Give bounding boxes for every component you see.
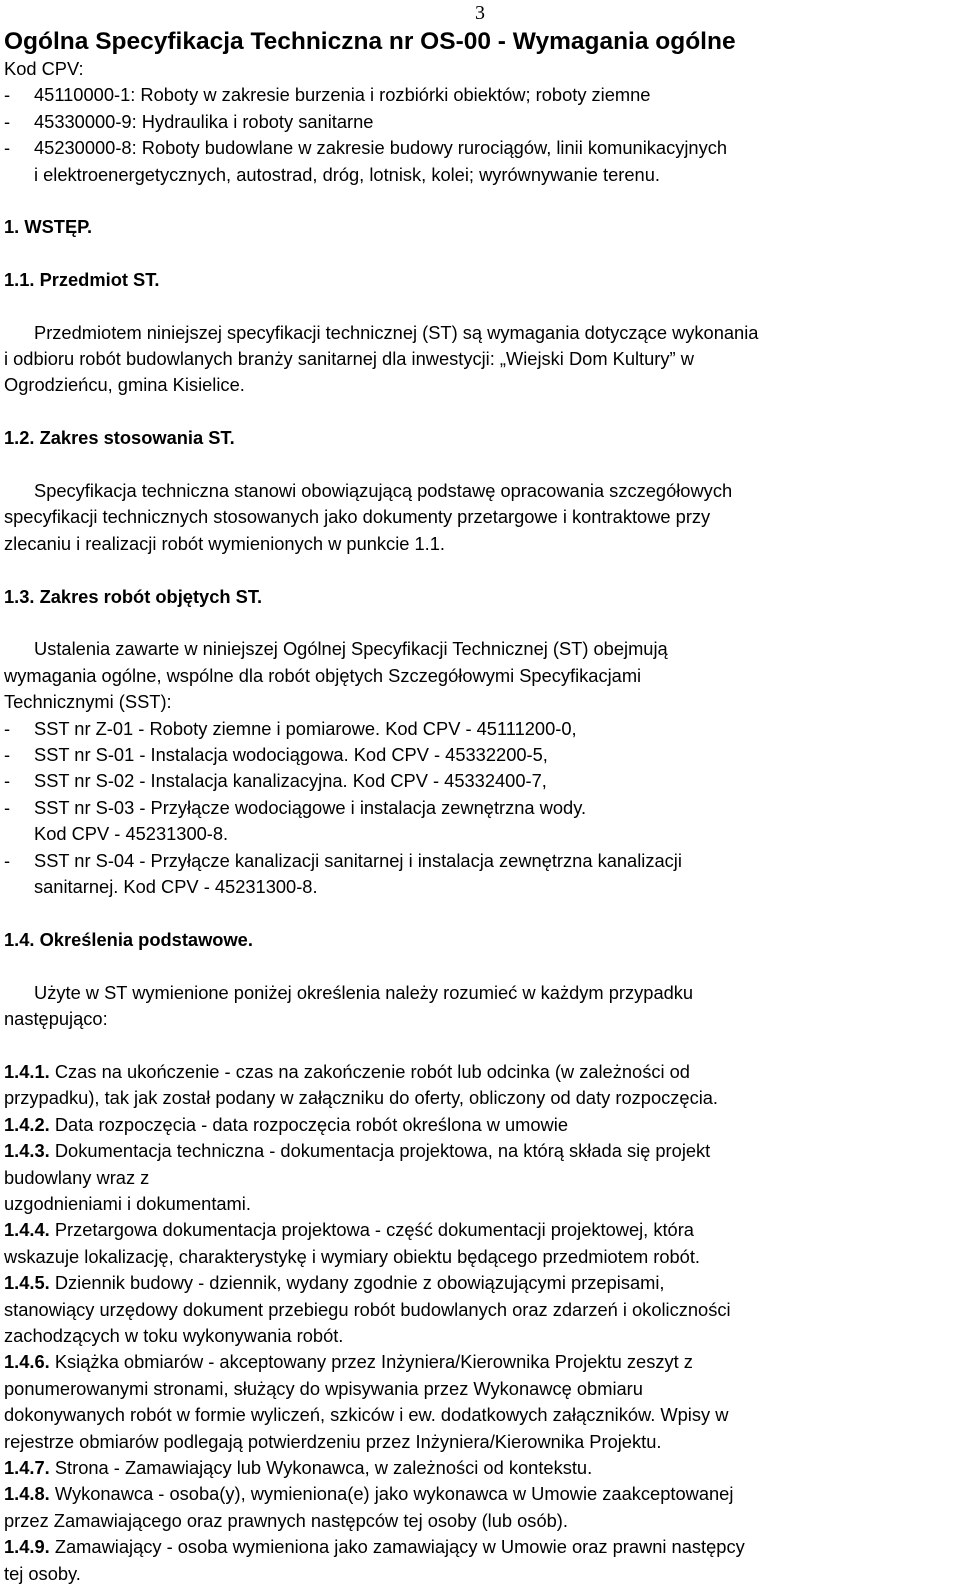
list-dash: - [4,137,11,159]
sst-item-text: SST nr S-04 - Przyłącze kanalizacji sanitarnej i instalacja zewnętrzna kanalizacji [34,849,682,871]
sst-item [4,848,940,874]
sst-item-continuation: sanitarnej. Kod CPV - 45231300-8. [34,876,318,898]
sst-item-text: SST nr S-03 - Przyłącze wodociągowe i instalacja zewnętrzna wody. [34,796,587,818]
paragraph-line: Ogrodzieńcu, gmina Kisielice. [4,374,245,396]
definition-line: rejestrze obmiarów podlegają potwierdzeniu przez Inżyniera/Kierownika Projektu. [4,1430,662,1452]
section-heading-1-4: 1.4. Określenia podstawowe. [4,928,253,950]
definition-line: dokonywanych robót w formie wyliczeń, szkiców i ew. dodatkowych załączników. Wpisy w [4,1404,729,1426]
definition-number: 1.4.2. [4,1113,50,1135]
sst-item [4,716,940,742]
list-dash: - [4,84,11,106]
definition-number: 1.4.7. [4,1456,50,1478]
definition-text: Zamawiający - osoba wymieniona jako zamawiający w Umowie oraz prawni następcy [54,1536,745,1558]
definition-line: uzgodnieniami i dokumentami. [4,1192,251,1214]
cpv-item-text: 45330000-9: Hydraulika i roboty sanitarne [34,110,374,132]
definition-line: tej osoby. [4,1562,81,1584]
paragraph-line: Użyte w ST wymienione poniżej określenia należy rozumieć w każdym przypadku [34,981,694,1003]
sst-item-text: SST nr Z-01 - Roboty ziemne i pomiarowe. Kod CPV - 45111200-0, [34,717,577,739]
document-body [4,26,940,1587]
sst-item [4,795,940,821]
definition-text: Czas na ukończenie - czas na zakończenie robót lub odcinka (w zależności od [54,1060,690,1082]
definition-item [4,1112,940,1138]
definition-number: 1.4.8. [4,1483,50,1505]
list-dash: - [4,770,11,792]
spacer [4,399,940,425]
section-heading-1-1: 1.1. Przedmiot ST. [4,268,160,290]
sst-item-text: SST nr S-01 - Instalacja wodociągowa. Kod CPV - 45332200-5, [34,744,548,766]
paragraph-line: następująco: [4,1008,108,1030]
definition-item [4,1534,940,1560]
cpv-item-text: 45110000-1: Roboty w zakresie burzenia i rozbiórki obiektów; roboty ziemne [34,84,651,106]
list-dash: - [4,717,11,739]
definition-line: zachodzących w toku wykonywania robót. [4,1324,344,1346]
spacer [4,1033,940,1059]
definition-item [4,1455,940,1481]
definition-text: Data rozpoczęcia - data rozpoczęcia robót określona w umowie [54,1113,568,1135]
paragraph-line: Przedmiotem niniejszej specyfikacji technicznej (ST) są wymagania dotyczące wykonania [34,321,759,343]
list-dash: - [4,849,11,871]
definition-line: wskazuje lokalizację, charakterystykę i wymiary obiektu będącego przedmiotem robót. [4,1245,701,1267]
cpv-item [4,109,940,135]
definition-line: przypadku), tak jak został podany w załączniku do oferty, obliczony od daty rozpoczęcia. [4,1087,719,1109]
definition-text: Wykonawca - osoba(y), wymieniona(e) jako wykonawca w Umowie zaakceptowanej [54,1483,734,1505]
definition-number: 1.4.9. [4,1536,50,1558]
spacer [4,610,940,636]
definition-item [4,1349,940,1375]
cpv-item [4,82,940,108]
document-title: Ogólna Specyfikacja Techniczna nr OS-00 - Wymagania ogólne [4,28,736,55]
paragraph-line: zlecaniu i realizacji robót wymienionych w punkcie 1.1. [4,532,445,554]
definition-number: 1.4.3. [4,1140,50,1162]
definition-number: 1.4.1. [4,1060,50,1082]
definition-item [4,1270,940,1296]
section-heading-1-3: 1.3. Zakres robót objętych ST. [4,585,263,607]
cpv-label: Kod CPV: [4,58,84,79]
section-heading-1: 1. WSTĘP. [4,216,93,238]
definition-number: 1.4.4. [4,1219,50,1241]
definition-line: przez Zamawiającego oraz prawnych następców tej osoby (lub osób). [4,1509,568,1531]
list-dash: - [4,796,11,818]
definition-text: Dokumentacja techniczna - dokumentacja projektowa, na którą składa się projekt [54,1140,711,1162]
definitions-list [4,1059,940,1587]
paragraph-line: Technicznymi (SST): [4,691,172,713]
spacer [4,901,940,927]
paragraph-line: Ustalenia zawarte w niniejszej Ogólnej Specyfikacji Technicznej (ST) obejmują [34,638,668,660]
sst-item-text: SST nr S-02 - Instalacja kanalizacyjna. Kod CPV - 45332400-7, [34,770,547,792]
definition-item [4,1138,940,1164]
cpv-item-text: 45230000-8: Roboty budowlane w zakresie budowy rurociągów, linii komunikacyjnych [34,137,728,159]
page-number: 3 [475,2,485,24]
definition-text: Książka obmiarów - akceptowany przez Inżyniera/Kierownika Projektu zeszyt z [54,1351,693,1373]
paragraph-line: i odbioru robót budowlanych branży sanitarnej dla inwestycji: „Wiejski Dom Kultury” w [4,348,694,370]
sst-item [4,742,940,768]
paragraph-line: specyfikacji technicznych stosowanych jako dokumenty przetargowe i kontraktowe przy [4,506,711,528]
definition-text: Dziennik budowy - dziennik, wydany zgodnie z obowiązującymi przepisami, [54,1272,665,1294]
definition-item [4,1217,940,1243]
definition-text: Przetargowa dokumentacja projektowa - część dokumentacji projektowej, która [54,1219,694,1241]
spacer [4,452,940,478]
definition-line: budowlany wraz z [4,1166,150,1188]
definition-text: Strona - Zamawiający lub Wykonawca, w zależności od kontekstu. [54,1456,593,1478]
sst-item [4,768,940,794]
sst-item-continuation: Kod CPV - 45231300-8. [34,823,229,845]
cpv-item-continuation: i elektroenergetycznych, autostrad, dróg, lotnisk, kolei; wyrównywanie terenu. [34,163,660,185]
section-heading-1-2: 1.2. Zakres stosowania ST. [4,427,235,449]
paragraph-line: wymagania ogólne, wspólne dla robót objętych Szczegółowymi Specyfikacjami [4,664,642,686]
cpv-item [4,135,940,161]
list-dash: - [4,744,11,766]
definition-number: 1.4.6. [4,1351,50,1373]
definition-item [4,1059,940,1085]
spacer [4,240,940,266]
paragraph-line: Specyfikacja techniczna stanowi obowiązującą podstawę opracowania szczegółowych [34,480,733,502]
definition-number: 1.4.5. [4,1272,50,1294]
list-dash: - [4,110,11,132]
spacer [4,557,940,583]
spacer [4,953,940,979]
definition-line: ponumerowanymi stronami, służący do wpisywania przez Wykonawcę obmiaru [4,1377,643,1399]
spacer [4,293,940,319]
definition-item [4,1481,940,1507]
definition-line: stanowiący urzędowy dokument przebiegu robót budowlanych oraz zdarzeń i okoliczności [4,1298,731,1320]
